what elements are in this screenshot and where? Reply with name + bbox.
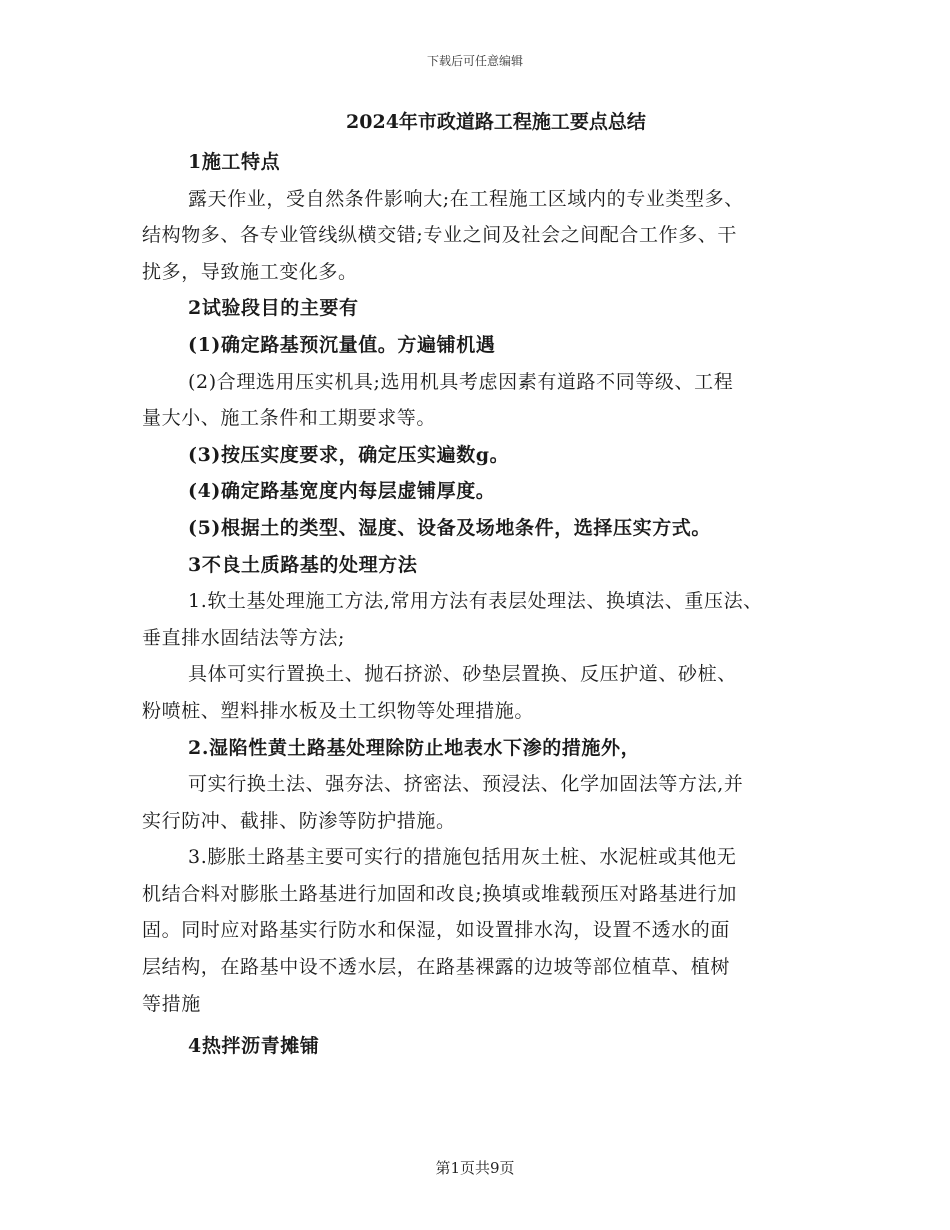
paragraph-line: 扰多，导致施工变化多。 xyxy=(142,260,358,283)
list-item: (3)按压实度要求，确定压实遍数g。 xyxy=(188,443,510,466)
paragraph-line: 实行防冲、截排、防渗等防护措施。 xyxy=(142,809,456,832)
section-heading-4: 4热拌沥青摊铺 xyxy=(188,1035,320,1058)
paragraph-line: 层结构，在路基中设不透水层，在路基裸露的边坡等部位植草、植树 xyxy=(142,956,731,979)
paragraph-line: 固。同时应对路基实行防水和保湿，如设置排水沟，设置不透水的面 xyxy=(142,919,731,942)
list-item: (5)根据土的类型、湿度、设备及场地条件，选择压实方式。 xyxy=(188,516,712,539)
section-heading-3: 3不良土质路基的处理方法 xyxy=(188,553,418,576)
section-heading-2: 2试验段目的主要有 xyxy=(188,297,359,320)
subsection-heading: 2.湿陷性黄土路基处理除防止地表水下渗的措施外， xyxy=(188,736,641,759)
list-item: (4)确定路基宽度内每层虚铺厚度。 xyxy=(188,480,496,503)
paragraph-line: 露天作业，受自然条件影响大;在工程施工区域内的专业类型多、 xyxy=(188,187,744,210)
paragraph-line: 机结合料对膨胀土路基进行加固和改良;换填或堆载预压对路基进行加 xyxy=(142,882,738,905)
document-title: 2024年市政道路工程施工要点总结 xyxy=(346,111,646,133)
section-heading-1: 1施工特点 xyxy=(188,151,281,173)
paragraph-line: 等措施 xyxy=(142,992,201,1015)
paragraph-line: 具体可实行置换土、抛石挤淤、砂垫层置换、反压护道、砂桩、 xyxy=(188,663,737,686)
list-item: (1)确定路基预沉量值。方遍铺机遇 xyxy=(188,333,496,356)
page-header-note: 下载后可任意编辑 xyxy=(426,54,523,68)
list-item: (2)合理选用压实机具;选用机具考虑因素有道路不同等级、工程 xyxy=(188,370,734,393)
paragraph-line: 结构物多、各专业管线纵横交错;专业之间及社会之间配合工作多、干 xyxy=(142,224,738,247)
page-number: 第1页共9页 xyxy=(435,1159,515,1177)
paragraph-line: 3.膨胀土路基主要可实行的措施包括用灰土桩、水泥桩或其他无 xyxy=(188,846,737,869)
paragraph-line: 垂直排水固结法等方法; xyxy=(142,626,346,649)
paragraph-line: 量大小、施工条件和工期要求等。 xyxy=(142,407,437,430)
paragraph-line: 可实行换土法、强夯法、挤密法、预浸法、化学加固法等方法,并 xyxy=(188,773,744,796)
document-body xyxy=(142,110,832,1065)
paragraph-line: 1.软土基处理施工方法,常用方法有表层处理法、换填法、重压法、 xyxy=(188,590,763,613)
paragraph-line: 粉喷桩、塑料排水板及土工织物等处理措施。 xyxy=(142,699,535,722)
